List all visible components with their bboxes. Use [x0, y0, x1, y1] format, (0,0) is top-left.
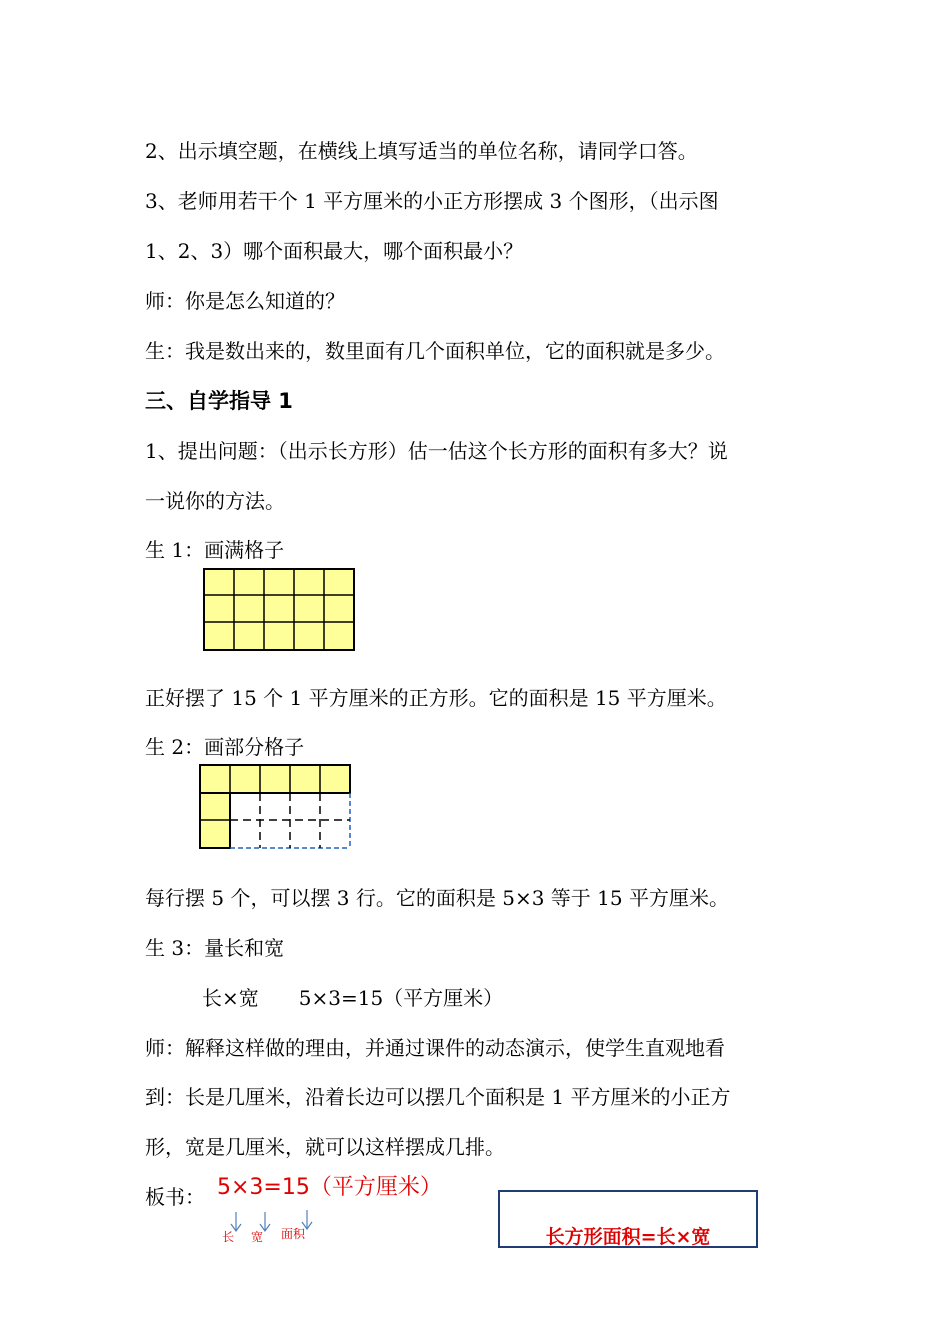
line-3: 1、2、3）哪个面积最大，哪个面积最小？	[145, 239, 524, 263]
student-2-result: 每行摆 5 个，可以摆 3 行。它的面积是 5×3 等于 15 平方厘米。	[145, 886, 729, 910]
full-grid	[204, 569, 354, 650]
line-5: 生：我是数出来的，数里面有几个面积单位，它的面积就是多少。	[145, 339, 725, 363]
board-label-length: 长	[222, 1230, 235, 1244]
line-2: 3、老师用若干个 1 平方厘米的小正方形摆成 3 个图形，（出示图	[145, 189, 719, 213]
formula-box	[498, 1190, 758, 1248]
teacher-line-2: 到：长是几厘米，沿着长边可以摆几个面积是 1 平方厘米的小正方	[145, 1085, 731, 1109]
student-2: 生 2：画部分格子	[145, 735, 305, 759]
student-3-formula: 长×宽 5×3=15（平方厘米）	[202, 986, 504, 1010]
partial-grid	[200, 765, 351, 849]
formula-box-text: 长方形面积=长×宽	[545, 1226, 711, 1248]
student-1-result: 正好摆了 15 个 1 平方厘米的正方形。它的面积是 15 平方厘米。	[145, 686, 727, 710]
student-1: 生 1：画满格子	[145, 538, 285, 562]
board-label-width: 宽	[251, 1230, 264, 1244]
student-3: 生 3：量长和宽	[145, 936, 285, 960]
line-7: 一说你的方法。	[145, 489, 285, 513]
teacher-line-1: 师：解释这样做的理由，并通过课件的动态演示，使学生直观地看	[145, 1036, 725, 1060]
board-formula: 5×3=15（平方厘米）	[217, 1175, 442, 1200]
board-label: 板书：	[145, 1185, 205, 1209]
line-4: 师：你是怎么知道的？	[145, 289, 345, 313]
board-label-area: 面积	[281, 1227, 306, 1241]
line-6: 1、提出问题：（出示长方形）估一估这个长方形的面积有多大？说	[145, 439, 728, 463]
teacher-line-3: 形，宽是几厘米，就可以这样摆成几排。	[145, 1135, 505, 1159]
section-heading: 三、自学指导 1	[145, 389, 293, 413]
line-1: 2、出示填空题，在横线上填写适当的单位名称，请同学口答。	[145, 139, 698, 163]
